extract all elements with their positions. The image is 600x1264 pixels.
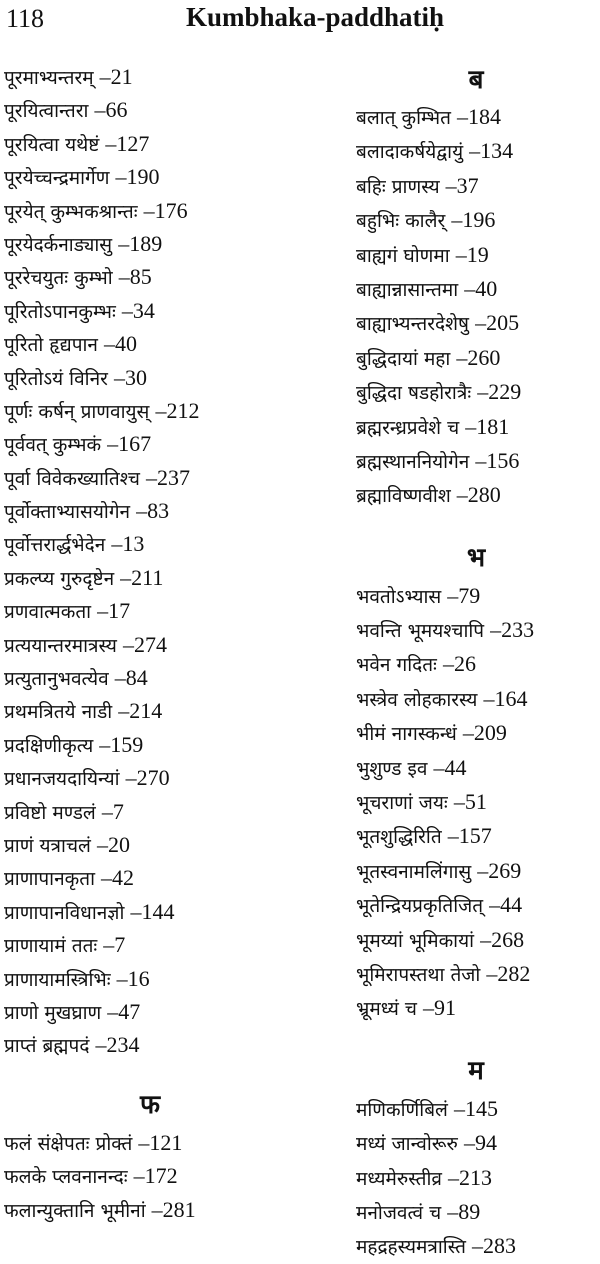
index-term: प्राणापानकृता xyxy=(4,868,95,891)
verse-number: –145 xyxy=(453,1095,498,1121)
index-term: बलादाकर्षयेद्वायुं xyxy=(356,141,464,164)
index-entry xyxy=(356,647,596,681)
index-entry xyxy=(356,1092,596,1126)
index-term: ब्रह्मस्थाननियोगेन xyxy=(356,450,470,473)
verse-number: –283 xyxy=(472,1233,517,1259)
index-entry xyxy=(4,861,296,894)
verse-number: –121 xyxy=(138,1129,183,1155)
verse-number: –167 xyxy=(107,431,152,457)
index-entry xyxy=(356,341,596,375)
index-term: पूरमाभ्यन्तरम् xyxy=(4,67,94,89)
index-term: भवेन गदितः xyxy=(356,654,437,677)
verse-number: –84 xyxy=(114,665,148,691)
index-term: प्रकल्प्य गुरुदृष्टेन xyxy=(4,567,115,590)
verse-number: –172 xyxy=(133,1163,178,1189)
section-letter-bha: भ xyxy=(466,542,486,573)
index-entry xyxy=(356,375,596,409)
index-term: ब्रह्मरन्ध्रप्रवेशे च xyxy=(356,416,460,439)
index-entry xyxy=(4,527,296,560)
index-entry xyxy=(4,661,296,694)
index-term: पूररेचयुतः कुम्भो xyxy=(4,267,113,290)
verse-number: –205 xyxy=(475,310,520,336)
index-entry xyxy=(4,1159,296,1192)
verse-number: –37 xyxy=(445,172,479,198)
index-term: प्राणापानविधानज्ञो xyxy=(4,901,125,924)
verse-number: –47 xyxy=(107,998,141,1024)
verse-number: –7 xyxy=(101,798,124,824)
index-term: पूरयित्वान्तरा xyxy=(4,100,89,123)
index-entry xyxy=(4,194,296,227)
index-term: पूरयेदर्कनाड्यासु xyxy=(4,233,113,256)
verse-number: –282 xyxy=(486,960,531,986)
index-term: भूतस्वनामलिंगासु xyxy=(356,860,472,883)
index-entry xyxy=(4,461,296,494)
index-term: प्राणं यत्राचलं xyxy=(4,834,91,857)
index-term: फलान्युक्तानि भूमीनां xyxy=(4,1199,146,1222)
index-entry xyxy=(4,93,296,126)
index-entry xyxy=(4,1028,296,1061)
verse-number: –66 xyxy=(94,97,128,123)
index-term: पूरितोऽयं विनिर xyxy=(4,367,108,390)
verse-number: –181 xyxy=(465,413,510,439)
verse-number: –164 xyxy=(483,685,528,711)
index-entry xyxy=(356,306,596,340)
index-entry xyxy=(356,957,596,991)
index-term: बहिः प्राणस्य xyxy=(356,175,440,198)
verse-number: –196 xyxy=(451,207,496,233)
verse-number: –260 xyxy=(456,344,501,370)
index-entry xyxy=(356,819,596,853)
index-term: प्राणायामं ततः xyxy=(4,935,98,958)
index-term: प्राप्तं ब्रह्मपदं xyxy=(4,1035,90,1058)
verse-number: –190 xyxy=(115,164,160,190)
index-list-ba xyxy=(356,100,596,513)
index-term: पूर्वा विवेकख्यातिश्च xyxy=(4,467,140,490)
verse-number: –184 xyxy=(456,104,501,129)
index-entry xyxy=(4,160,296,193)
index-entry xyxy=(4,561,296,594)
index-term: भुशुण्ड इव xyxy=(356,757,428,780)
index-entry xyxy=(4,427,296,460)
index-entry xyxy=(356,100,596,134)
verse-number: –16 xyxy=(116,965,150,991)
index-entry xyxy=(4,828,296,861)
verse-number: –269 xyxy=(477,857,522,883)
verse-number: –44 xyxy=(433,754,467,780)
index-entry xyxy=(4,995,296,1028)
index-entry xyxy=(356,991,596,1025)
index-entry xyxy=(4,928,296,961)
index-entry xyxy=(356,1126,596,1160)
index-term: बहुभिः कालैर् xyxy=(356,210,446,233)
index-term: बाह्यगं घोणमा xyxy=(356,244,450,267)
verse-number: –30 xyxy=(113,364,147,390)
verse-number: –51 xyxy=(453,789,487,815)
verse-number: –17 xyxy=(97,598,131,624)
index-term: फलं संक्षेपतः प्रोक्तं xyxy=(4,1132,133,1155)
index-list-ma xyxy=(356,1092,596,1264)
index-entry xyxy=(356,134,596,168)
right-column xyxy=(356,60,596,1264)
verse-number: –91 xyxy=(423,995,457,1021)
index-term: मध्यमेरुस्तीव्र xyxy=(356,1167,442,1190)
verse-number: –127 xyxy=(105,130,150,156)
verse-number: –159 xyxy=(99,731,144,757)
index-entry xyxy=(4,260,296,293)
section-letter-pha: फ xyxy=(139,1089,161,1120)
index-entry xyxy=(356,1229,596,1263)
verse-number: –40 xyxy=(464,275,498,301)
index-term: प्रदक्षिणीकृत्य xyxy=(4,734,94,757)
verse-number: –211 xyxy=(120,564,164,590)
verse-number: –40 xyxy=(104,331,137,357)
index-entry xyxy=(356,238,596,272)
verse-number: –42 xyxy=(101,865,135,891)
verse-number: –229 xyxy=(477,379,522,405)
index-term: भूचराणां जयः xyxy=(356,792,448,815)
verse-number: –176 xyxy=(143,197,188,223)
index-entry xyxy=(356,1195,596,1229)
index-term: प्रथमत्रितये नाडी xyxy=(4,701,113,724)
index-term: पूरयेत् कुम्भकश्रान्तः xyxy=(4,200,138,223)
index-term: पूरयेच्चन्द्रमार्गेण xyxy=(4,167,110,190)
index-term: पूर्वोत्तरार्द्धभेदेन xyxy=(4,534,106,557)
index-entry xyxy=(4,394,296,427)
index-entry xyxy=(4,962,296,995)
running-title: Kumbhaka-paddhatiḥ xyxy=(185,2,445,32)
verse-number: –20 xyxy=(96,831,130,857)
index-term: बलात् कुम्भित xyxy=(356,107,451,129)
index-entry xyxy=(4,728,296,761)
verse-number: –85 xyxy=(118,264,152,290)
index-entry xyxy=(4,327,296,360)
index-entry xyxy=(356,579,596,613)
index-term: ब्रह्माविष्णवीश xyxy=(356,485,451,508)
index-term: भूमय्यां भूमिकायां xyxy=(356,929,475,952)
verse-number: –214 xyxy=(118,698,163,724)
verse-number: –134 xyxy=(469,138,514,164)
verse-number: –189 xyxy=(118,230,163,256)
index-list-pha xyxy=(4,1126,296,1226)
index-term: बाह्यान्नासान्तमा xyxy=(356,278,459,301)
index-entry xyxy=(356,682,596,716)
verse-number: –34 xyxy=(121,297,155,323)
index-entry xyxy=(4,895,296,928)
verse-number: –94 xyxy=(463,1130,497,1156)
verse-number: –281 xyxy=(151,1196,196,1222)
verse-number: –237 xyxy=(145,464,190,490)
index-entry xyxy=(4,227,296,260)
index-entry xyxy=(356,854,596,888)
verse-number: –233 xyxy=(490,617,535,643)
index-entry xyxy=(4,294,296,327)
index-entry xyxy=(356,785,596,819)
index-entry xyxy=(4,60,296,93)
index-entry xyxy=(4,361,296,394)
index-term: प्रत्ययान्तरमात्रस्य xyxy=(4,634,117,657)
verse-number: –212 xyxy=(155,397,200,423)
index-entry xyxy=(4,761,296,794)
verse-number: –213 xyxy=(448,1164,493,1190)
section-letter-ma: म xyxy=(468,1055,484,1086)
index-term: बुद्धिदा षडहोरात्रैः xyxy=(356,382,472,405)
index-term: प्रत्युतानुभवत्येव xyxy=(4,668,109,691)
index-term: प्रविष्टो मण्डलं xyxy=(4,801,96,824)
index-term: बाह्याभ्यन्तरदेशेषु xyxy=(356,313,470,336)
index-entry xyxy=(356,203,596,237)
verse-number: –209 xyxy=(462,720,507,746)
verse-number: –268 xyxy=(480,926,525,952)
index-entry xyxy=(4,628,296,661)
verse-number: –280 xyxy=(456,482,501,508)
left-column xyxy=(4,60,296,1226)
verse-number: –83 xyxy=(136,498,170,524)
index-entry xyxy=(356,888,596,922)
index-term: पूरयित्वा यथेष्टं xyxy=(4,133,100,156)
verse-number: –157 xyxy=(447,823,492,849)
index-term: बुद्धिदायां महा xyxy=(356,347,451,370)
index-entry xyxy=(4,594,296,627)
index-list-bha xyxy=(356,579,596,1026)
index-term: भूतेन्द्रियप्रकृतिजित् xyxy=(356,895,484,918)
verse-number: –44 xyxy=(489,892,523,918)
index-entry xyxy=(4,795,296,828)
index-entry xyxy=(356,410,596,444)
index-entry xyxy=(356,272,596,306)
index-entry xyxy=(4,694,296,727)
index-term: पूरितो हृद्यपान xyxy=(4,334,98,357)
index-term: पूर्णः कर्षन् प्राणवायुस् xyxy=(4,400,150,423)
index-entry xyxy=(356,169,596,203)
verse-number: –26 xyxy=(442,651,476,677)
index-term: पूर्ववत् कुम्भकं xyxy=(4,434,102,457)
verse-number: –7 xyxy=(103,932,126,958)
index-term: प्राणो मुखघ्राण xyxy=(4,1001,102,1024)
index-term: भ्रूमध्यं च xyxy=(356,998,417,1021)
index-entry xyxy=(4,127,296,160)
index-term: फलके प्लवनानन्दः xyxy=(4,1166,128,1189)
index-term: पूर्वोक्ताभ्यासयोगेन xyxy=(4,501,131,524)
verse-number: –270 xyxy=(125,765,170,791)
verse-number: –156 xyxy=(475,447,520,473)
index-entry xyxy=(356,923,596,957)
index-term: महद्रहस्यमत्रास्ति xyxy=(356,1236,466,1259)
index-entry xyxy=(356,444,596,478)
verse-number: –274 xyxy=(122,631,167,657)
index-term: मणिकर्णिबिलं xyxy=(356,1098,448,1121)
verse-number: –144 xyxy=(130,898,175,924)
index-entry xyxy=(356,613,596,647)
verse-number: –79 xyxy=(447,582,481,608)
index-entry xyxy=(4,1126,296,1159)
index-entry xyxy=(4,1193,296,1226)
index-term: मनोजवत्वं च xyxy=(356,1201,442,1224)
index-entry xyxy=(356,716,596,750)
verse-number: –13 xyxy=(111,531,145,557)
verse-number: –89 xyxy=(447,1198,481,1224)
index-term: पूरितोऽपानकुम्भः xyxy=(4,300,116,323)
index-term: भूतशुद्धिरिति xyxy=(356,826,442,849)
index-term: भवतोऽभ्यास xyxy=(356,585,442,608)
index-term: भवन्ति भूमयश्चापि xyxy=(356,620,485,643)
page-header xyxy=(0,0,600,50)
page-number: 118 xyxy=(6,4,45,33)
index-term: भस्त्रेव लोहकारस्य xyxy=(356,688,478,711)
index-term: भीमं नागस्कन्धं xyxy=(356,723,457,746)
index-entry xyxy=(356,751,596,785)
index-entry xyxy=(356,478,596,512)
index-term: मध्यं जान्वोरूरु xyxy=(356,1133,458,1156)
index-entry xyxy=(4,494,296,527)
verse-number: –19 xyxy=(455,241,489,267)
verse-number: –234 xyxy=(95,1032,140,1058)
index-term: प्रणवात्मकता xyxy=(4,601,92,624)
index-list-pa xyxy=(4,60,296,1062)
verse-number: –21 xyxy=(99,64,133,89)
section-letter-ba: ब xyxy=(468,65,484,95)
index-entry xyxy=(356,1161,596,1195)
index-term: भूमिरापस्तथा तेजो xyxy=(356,963,481,986)
index-term: प्राणायामस्त्रिभिः xyxy=(4,968,111,991)
index-term: प्रधानजयदायिन्यां xyxy=(4,768,120,791)
